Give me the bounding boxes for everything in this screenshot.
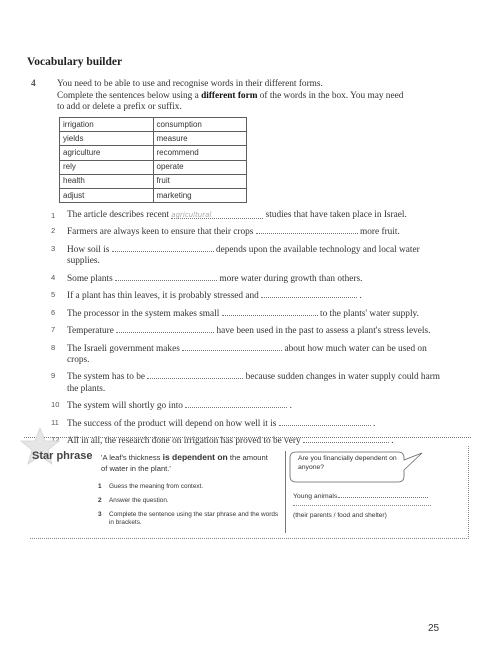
sentence-text: If a plant has thin leaves, it is probably stressed and (67, 291, 262, 302)
sentence-text: . (357, 291, 362, 302)
sentence-text: more fruit. (357, 227, 400, 238)
phrase-emphasis: is dependent on (162, 452, 228, 462)
sentence-text: . (370, 418, 376, 429)
instruction-line-1: You need to be able to use and recognise words in their different forms. (57, 79, 323, 89)
sentence-text: The system has to be (67, 372, 148, 383)
sentence-item (51, 210, 447, 221)
answer-blank[interactable] (112, 243, 214, 252)
sentence-number: 1 (51, 211, 56, 220)
sentence-text: studies that have taken place in Israel. (263, 210, 407, 220)
answer-blank[interactable] (338, 491, 428, 498)
exercise-number: 4 (31, 79, 36, 89)
word-cell: rely (60, 160, 154, 174)
exercise-instructions (57, 79, 467, 114)
sentence-text: . (287, 401, 292, 412)
step-text: Answer the question. (109, 496, 169, 504)
sentence-number: 6 (51, 307, 56, 317)
word-cell: irrigation (60, 118, 154, 132)
sentence-number: 12 (51, 435, 60, 445)
handwritten-answer: agricultural (171, 211, 212, 219)
step-number: 1 (98, 483, 102, 490)
word-cell: consumption (153, 118, 247, 132)
sentence-text: The processor in the system makes small (67, 308, 222, 319)
word-cell: yields (60, 132, 154, 146)
word-cell: marketing (153, 188, 247, 202)
answer-blank[interactable] (279, 417, 371, 426)
word-cell: fruit (153, 174, 247, 188)
sentence-item (51, 324, 447, 337)
sentence-text: The success of the product will depend on how well it is (67, 418, 279, 429)
word-cell: agriculture (60, 146, 154, 160)
sentence-item (51, 289, 447, 302)
sentence-text: Farmers are always keen to ensure that their crops (67, 227, 256, 238)
sentence-number: 4 (51, 272, 56, 282)
sentence-item (51, 225, 447, 238)
sentence-text: The article describes recent (67, 210, 172, 220)
star-phrase-steps (98, 483, 282, 533)
star-phrase-text (101, 452, 273, 474)
answer-blank[interactable] (222, 307, 318, 316)
sentence-item (51, 307, 447, 320)
sentence-text: All in all, the research done on irrigation has proved to be very (67, 436, 303, 447)
sentence-number: 8 (51, 342, 56, 352)
instruction-emphasis: different form (201, 90, 258, 101)
sentence-text: Temperature (67, 326, 117, 337)
page-number: 25 (428, 623, 440, 634)
sentence-text: because sudden changes in water supply could harm the plants. (67, 372, 441, 394)
sentence-text: to the plants' water supply. (317, 308, 419, 319)
answer-blank[interactable] (147, 370, 243, 379)
sentence-item (51, 342, 447, 367)
word-cell: health (60, 174, 154, 188)
answer-blank[interactable] (261, 289, 357, 298)
word-box-row (60, 146, 247, 160)
instruction-line-2a: Complete the sentences below using a (57, 90, 202, 101)
sentence-text: The Israeli government makes (67, 343, 183, 354)
word-cell: operate (153, 160, 247, 174)
sentence-number: 5 (51, 290, 56, 300)
section-title: Vocabulary builder (27, 56, 123, 68)
answer-continuation-line[interactable] (293, 505, 431, 506)
sentence-item (51, 417, 447, 430)
speech-bubble-text: Are you financially dependent on anyone? (298, 455, 397, 471)
sentence-text: about how much water can be used on crops. (67, 343, 427, 365)
sentence-text: The system will shortly go into (67, 401, 186, 412)
step-item (98, 497, 282, 506)
sentence-item (51, 370, 447, 395)
sentence-text: . (388, 436, 394, 447)
word-box-row (60, 160, 247, 174)
instruction-line-2c: of the words in the box. You may need (257, 90, 404, 101)
sentence-text: more water during growth than others. (217, 273, 363, 284)
step-item (98, 483, 282, 492)
answer-line (293, 491, 428, 500)
word-cell: adjust (60, 188, 154, 202)
sentence-item (51, 272, 447, 285)
sentence-list (51, 210, 447, 452)
sentence-item (51, 399, 447, 412)
star-phrase-title: Star phrase (32, 450, 93, 462)
word-box-row (60, 188, 247, 202)
bracket-hint: (their parents / food and shelter) (293, 512, 387, 519)
answer-label: Young animals (293, 493, 338, 500)
instruction-line-3: to add or delete a prefix or suffix. (57, 102, 182, 112)
answer-blank[interactable] (185, 399, 287, 408)
sentence-text: How soil is (67, 244, 112, 255)
word-cell: measure (153, 132, 247, 146)
section-divider (24, 437, 471, 438)
word-box-row (60, 174, 247, 188)
answer-blank[interactable] (171, 210, 263, 219)
word-cell: recommend (153, 146, 247, 160)
step-number: 2 (98, 496, 102, 504)
word-box-row (60, 132, 247, 146)
sentence-text: have been used in the past to assess a plant's stress levels. (214, 326, 431, 337)
sentence-item (51, 243, 447, 268)
sentence-number: 7 (51, 325, 56, 335)
word-box-row (60, 118, 247, 132)
word-box (59, 117, 247, 203)
answer-blank[interactable] (115, 272, 217, 281)
sentence-text: depends upon the available technology and local water supplies. (67, 244, 420, 267)
answer-blank[interactable] (303, 434, 389, 443)
step-text: Guess the meaning from context. (109, 483, 204, 490)
answer-blank[interactable] (116, 324, 214, 333)
step-number: 3 (98, 510, 102, 518)
sentence-number: 10 (51, 400, 60, 410)
sentence-number: 9 (51, 371, 56, 381)
phrase-part: 'A leaf's thickness (101, 453, 163, 462)
answer-blank[interactable] (256, 225, 358, 234)
answer-blank[interactable] (182, 342, 282, 351)
sentence-number: 11 (51, 417, 59, 427)
sentence-number: 2 (51, 226, 56, 236)
sentence-text: Some plants (67, 273, 116, 284)
step-text: Complete the sentence using the star phrase and the words in brackets. (109, 510, 279, 527)
phrase-part: the amount of water in the plant.' (101, 453, 268, 473)
sentence-number: 3 (51, 243, 56, 253)
step-item (98, 511, 282, 529)
column-divider (285, 451, 286, 533)
